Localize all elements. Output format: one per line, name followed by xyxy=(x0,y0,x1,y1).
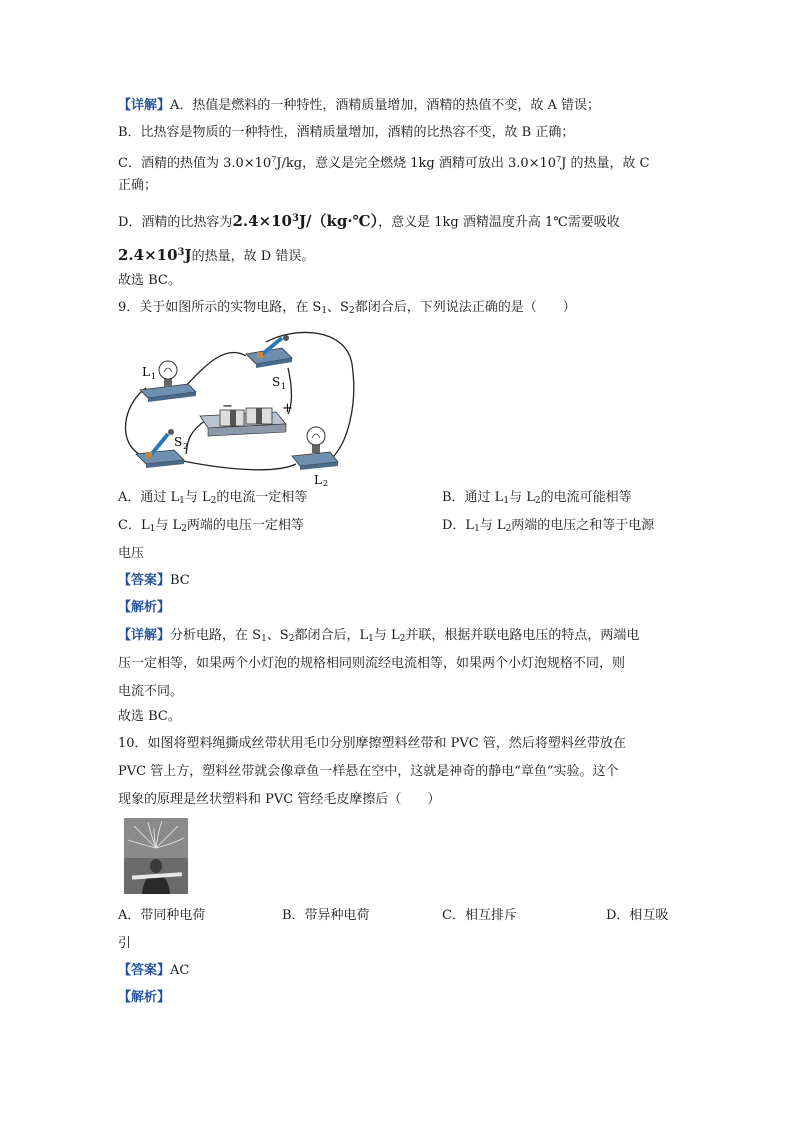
q10-answer xyxy=(118,961,189,981)
q9-option-c xyxy=(118,516,304,539)
q10-stem-line-3: 现象的原理是丝状塑料和 PVC 管经毛皮摩擦后（ ） xyxy=(118,792,441,807)
octopus-photo xyxy=(124,818,188,894)
label-l2: L xyxy=(314,473,322,486)
wire-l1-s1 xyxy=(184,352,246,388)
analysis-tag: 【解析】 xyxy=(118,600,171,615)
q9-detail-1a: 分析电路，在 S xyxy=(170,628,262,643)
q8-line-e-exp: 3 xyxy=(177,247,185,258)
q9-option-c-p1: C．L xyxy=(118,518,150,533)
q9-detail-1d: 与 L xyxy=(373,628,400,643)
q8-line-e xyxy=(118,243,314,267)
q9-stem-sub2: 2 xyxy=(348,306,355,316)
q9-detail-line-1 xyxy=(118,626,639,649)
q9-answer xyxy=(118,571,190,591)
answer-tag: 【答案】 xyxy=(118,963,171,978)
sub-2: 2 xyxy=(288,634,295,644)
label-s2: S xyxy=(174,435,183,449)
q8-line-e-unit: J xyxy=(184,246,192,264)
q10-option-a: A．带同种电荷 xyxy=(118,908,206,923)
q8-detail-line-a xyxy=(118,96,600,116)
q8-line-d xyxy=(118,209,620,233)
q9-detail-line-2: 压一定相等，如果两个小灯泡的规格相同则流经电流相等，如果两个小灯泡规格不同，则 xyxy=(118,656,626,671)
label-s1: S xyxy=(272,375,281,389)
q10-option-d-cont: 引 xyxy=(118,936,132,951)
q9-option-b-p2: 与 L xyxy=(509,490,535,505)
sub-2: 2 xyxy=(399,634,406,644)
sub-2: 2 xyxy=(534,496,541,506)
q9-detail-1c: 都闭合后，L xyxy=(294,628,369,643)
label-s1-sub: 1 xyxy=(281,382,287,391)
sub-2: 2 xyxy=(181,524,187,534)
q8-line-c xyxy=(118,150,650,174)
q8-line-c-cont: 正确； xyxy=(118,178,158,193)
q10-answer-value: AC xyxy=(170,963,190,978)
sub-1: 1 xyxy=(149,524,156,534)
label-l1: L xyxy=(142,365,150,379)
q9-stem-c: 都闭合后，下列说法正确的是（ ） xyxy=(354,300,576,315)
label-s2-sub: 2 xyxy=(183,442,189,451)
q9-stem xyxy=(118,298,576,321)
q9-option-b-p1: B．通过 L xyxy=(442,490,504,505)
q9-option-c-p3: 两端的电压一定相等 xyxy=(186,518,304,533)
q8-line-d-part2: ，意义是 1kg 酒精温度升高 1℃需要吸收 xyxy=(378,215,620,230)
bulb-l2 xyxy=(292,427,338,470)
sub-1: 1 xyxy=(474,524,480,534)
q9-option-d-p1: D．L xyxy=(442,518,475,533)
battery-holder xyxy=(200,408,286,436)
q9-option-a xyxy=(118,488,307,511)
q8-line-d-value: 2.4×10 xyxy=(232,212,292,230)
q8-line-c-exp2: 7 xyxy=(556,155,562,164)
q9-option-d-cont: 电压 xyxy=(118,546,145,561)
q9-option-d xyxy=(442,516,654,539)
q8-line-e-part2: 的热量，故 D 错误。 xyxy=(191,249,315,264)
q9-option-c-p2: 与 L xyxy=(155,518,182,533)
sub-1: 1 xyxy=(179,496,185,506)
q8-line-c-part3: J 的热量，故 C xyxy=(561,156,650,171)
q10-option-c: C．相互排斥 xyxy=(442,908,517,923)
q10-stem-line-1: 10．如图将塑料绳撕成丝带状用毛巾分别摩擦塑料丝带和 PVC 管，然后将塑料丝带放在 xyxy=(118,736,626,751)
q8-line-d-part1: D．酒精的比热容为 xyxy=(118,215,233,230)
circuit-figure xyxy=(116,324,360,486)
q9-stem-b: 、S xyxy=(327,300,349,315)
wire-s2-l2 xyxy=(178,460,296,470)
detail-tag: 【详解】 xyxy=(118,628,171,643)
q8-line-e-value: 2.4×10 xyxy=(118,246,178,264)
q9-detail-1e: 并联，根据并联电路电压的特点，两端电 xyxy=(405,628,640,643)
q8-conclusion: 故选 BC。 xyxy=(118,273,181,288)
label-minus: − xyxy=(222,399,233,414)
sub-1: 1 xyxy=(261,634,267,644)
sub-1: 1 xyxy=(368,634,374,644)
label-l2-sub: 2 xyxy=(323,479,329,486)
q10-option-d: D．相互吸 xyxy=(606,908,669,923)
q10-stem-line-2: PVC 管上方，塑料丝带就会像章鱼一样悬在空中，这就是神奇的静电“章鱼”实验。这个 xyxy=(118,764,619,779)
q9-stem-a: 9．关于如图所示的实物电路，在 S xyxy=(118,300,322,315)
detail-tag: 【详解】 xyxy=(118,98,171,113)
q10-analysis-heading xyxy=(118,988,170,1008)
wire-battery-s2 xyxy=(186,420,206,454)
q9-detail-1b: 、S xyxy=(266,628,289,643)
q9-option-d-p2: 与 L xyxy=(479,518,506,533)
q8-line-c-part1: C．酒精的热值为 3.0×10 xyxy=(118,156,272,171)
q8-line-c-exp1: 7 xyxy=(271,155,277,164)
q9-option-b-p3: 的电流可能相等 xyxy=(540,490,632,505)
q9-option-a-p3: 的电流一定相等 xyxy=(216,490,308,505)
q8-line-d-unit: J/（kg·℃） xyxy=(298,212,379,230)
q9-option-d-p3: 两端的电压之和等于电源 xyxy=(511,518,655,533)
q9-option-b xyxy=(442,488,632,511)
sub-2: 2 xyxy=(210,496,217,506)
q9-analysis-heading xyxy=(118,598,170,618)
sub-1: 1 xyxy=(503,496,510,506)
q8-line-c-part2: J/kg，意义是完全燃烧 1kg 酒精可放出 3.0×10 xyxy=(276,156,557,171)
q8-line-b: B．比热容是物质的一种特性，酒精质量增加，酒精的比热容不变，故 B 正确； xyxy=(118,125,575,140)
sub-2: 2 xyxy=(505,524,512,534)
q9-stem-sub1: 1 xyxy=(321,306,328,316)
q8-line-d-exp: 3 xyxy=(291,213,299,224)
q10-option-b: B．带异种电荷 xyxy=(282,908,370,923)
q9-option-a-p2: 与 L xyxy=(184,490,211,505)
q8-line-a-text: A．热值是燃料的一种特性，酒精质量增加，酒精的热值不变，故 A 错误； xyxy=(170,98,601,113)
label-plus: + xyxy=(282,401,293,416)
q9-option-a-p1: A．通过 L xyxy=(118,490,180,505)
q9-conclusion: 故选 BC。 xyxy=(118,709,181,724)
label-l1-sub: 1 xyxy=(151,372,157,381)
analysis-tag: 【解析】 xyxy=(118,990,171,1005)
answer-tag: 【答案】 xyxy=(118,573,171,588)
q9-detail-line-3: 电流不同。 xyxy=(118,684,184,699)
q9-answer-value: BC xyxy=(170,573,190,588)
